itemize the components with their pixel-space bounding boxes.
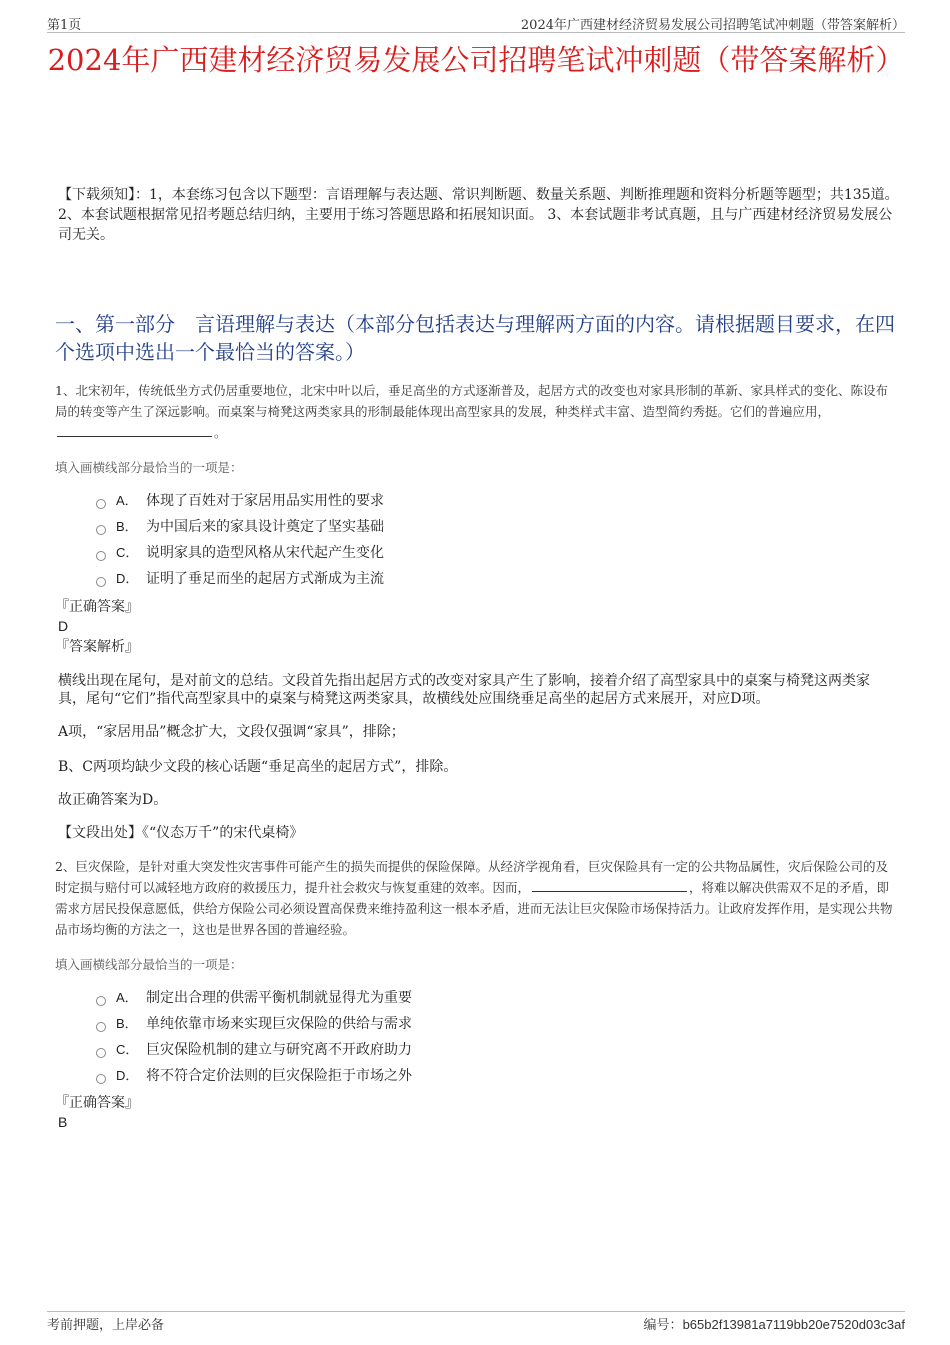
radio-icon[interactable] [96,1022,106,1032]
fill-blank [532,877,687,892]
question-1-analysis-p1: 横线出现在尾句，是对前文的总结。文段首先指出起居方式的改变对家具产生了影响，接着介绍了高型家具中的桌案与椅凳这两类家具，尾句“它们”指代高型家具中的桌案与椅凳这两类家具，故横线处应围绕垂足高坐的起居方式来展开，对应D项。 [58,673,870,707]
footer-slogan: 考前押题，上岸必备 [47,1318,165,1333]
question-1-prompt: 填入画横线部分最恰当的一项是： [55,460,243,475]
question-2-stem: 2、巨灾保险，是针对重大突发性灾害事件可能产生的损失而提供的保险保障。从经济学视角看，巨灾保险具有一定的公共物品属性，灾后保险公司的及时定损与赔付可以减轻地方政府的救援压力，提升社会救灾与恢复重建的效率。因而， [55,859,888,895]
question-1-source: 【文段出处】《“仪态万千”的宋代桌椅》 [58,825,304,841]
radio-icon[interactable] [96,577,106,587]
radio-icon[interactable] [96,551,106,561]
question-2-answer-label: 『正确答案』 [55,1095,139,1111]
question-1-answer-label: 『正确答案』 [55,599,139,615]
question-2-prompt: 填入画横线部分最恰当的一项是： [55,957,243,972]
question-1-answer: D [58,618,69,634]
question-1-analysis-p4: 故正确答案为D。 [58,792,168,808]
radio-icon[interactable] [96,1074,106,1084]
section-heading: 一、第一部分 言语理解与表达（本部分包括表达与理解两方面的内容。请根据题目要求，在四个选项中选出一个最恰当的答案。） [55,312,895,364]
footer-divider [47,1311,905,1312]
question-2-option-b[interactable]: B． 单纯依靠市场来实现巨灾保险的供给与需求 [96,1011,412,1037]
question-1-stem-end: 。 [214,425,227,440]
question-1-option-c[interactable]: C． 说明家具的造型风格从宋代起产生变化 [96,540,384,566]
page-number: 第1页 [47,18,82,33]
header-divider [47,32,905,33]
footer-code-value: b65b2f13981a7119bb20e7520d03c3af [682,1317,905,1332]
question-2-answer: B [58,1114,68,1130]
question-2-text [55,856,895,940]
download-notice: 【下载须知】：1，本套练习包含以下题型：言语理解与表达题、常识判断题、数量关系题、判断推理题和资料分析题等题型；共135道。 2、本套试题根据常见招考题总结归纳，主要用于练习答题思路和拓展知识面。 3、本套试题非考试真题，且与广西建材经济贸易发展公司无关。 [58,187,899,243]
radio-icon[interactable] [96,499,106,509]
question-2-option-d[interactable]: D． 将不符合定价法则的巨灾保险拒于市场之外 [96,1063,412,1089]
radio-icon[interactable] [96,996,106,1006]
question-1-option-d[interactable]: D． 证明了垂足而坐的起居方式渐成为主流 [96,566,384,592]
question-1-text [55,380,895,443]
question-1-analysis-label: 『答案解析』 [55,639,139,655]
question-2-stem-end: ，将难以解决供需双不足的矛盾，即需求方居民投保意愿低，供给方保险公司必须设置高保费来维持盈利这一根本矛盾，进而无法让巨灾保险市场保持活力。让政府发挥作用，是实现公共物品市场均衡的方法之一，这也是世界各国的普遍经验。 [55,880,893,937]
document-title: 2024年广西建材经济贸易发展公司招聘笔试冲刺题（带答案解析） [47,43,905,77]
question-1-analysis-p2: A项，“家居用品”概念扩大，文段仅强调“家具”，排除； [58,724,405,740]
question-2-option-c[interactable]: C． 巨灾保险机制的建立与研究离不开政府助力 [96,1037,412,1063]
question-2-option-a[interactable]: A． 制定出合理的供需平衡机制就显得尤为重要 [96,985,412,1011]
footer-code [644,1314,905,1333]
question-1-stem: 1、北宋初年，传统低坐方式仍居重要地位，北宋中叶以后，垂足高坐的方式逐渐普及，起居方式的改变也对家具形制的革新、家具样式的变化、陈设布局的转变等产生了深远影响。而桌案与椅凳这两类家具的形制最能体现出高型家具的发展，种类样式丰富、造型简约秀挺。它们的普遍应用， [55,383,888,419]
question-1-analysis-p3: B、C两项均缺少文段的核心话题“垂足高坐的起居方式”，排除。 [58,759,458,775]
question-1-options [96,488,384,592]
question-1-option-b[interactable]: B． 为中国后来的家具设计奠定了坚实基础 [96,514,384,540]
question-2-options [96,985,412,1089]
question-1-option-a[interactable]: A． 体现了百姓对于家居用品实用性的要求 [96,488,384,514]
running-title: 2024年广西建材经济贸易发展公司招聘笔试冲刺题（带答案解析） [520,18,905,33]
fill-blank [57,422,212,437]
radio-icon[interactable] [96,525,106,535]
radio-icon[interactable] [96,1048,106,1058]
footer-code-label: 编号： [643,1318,683,1333]
